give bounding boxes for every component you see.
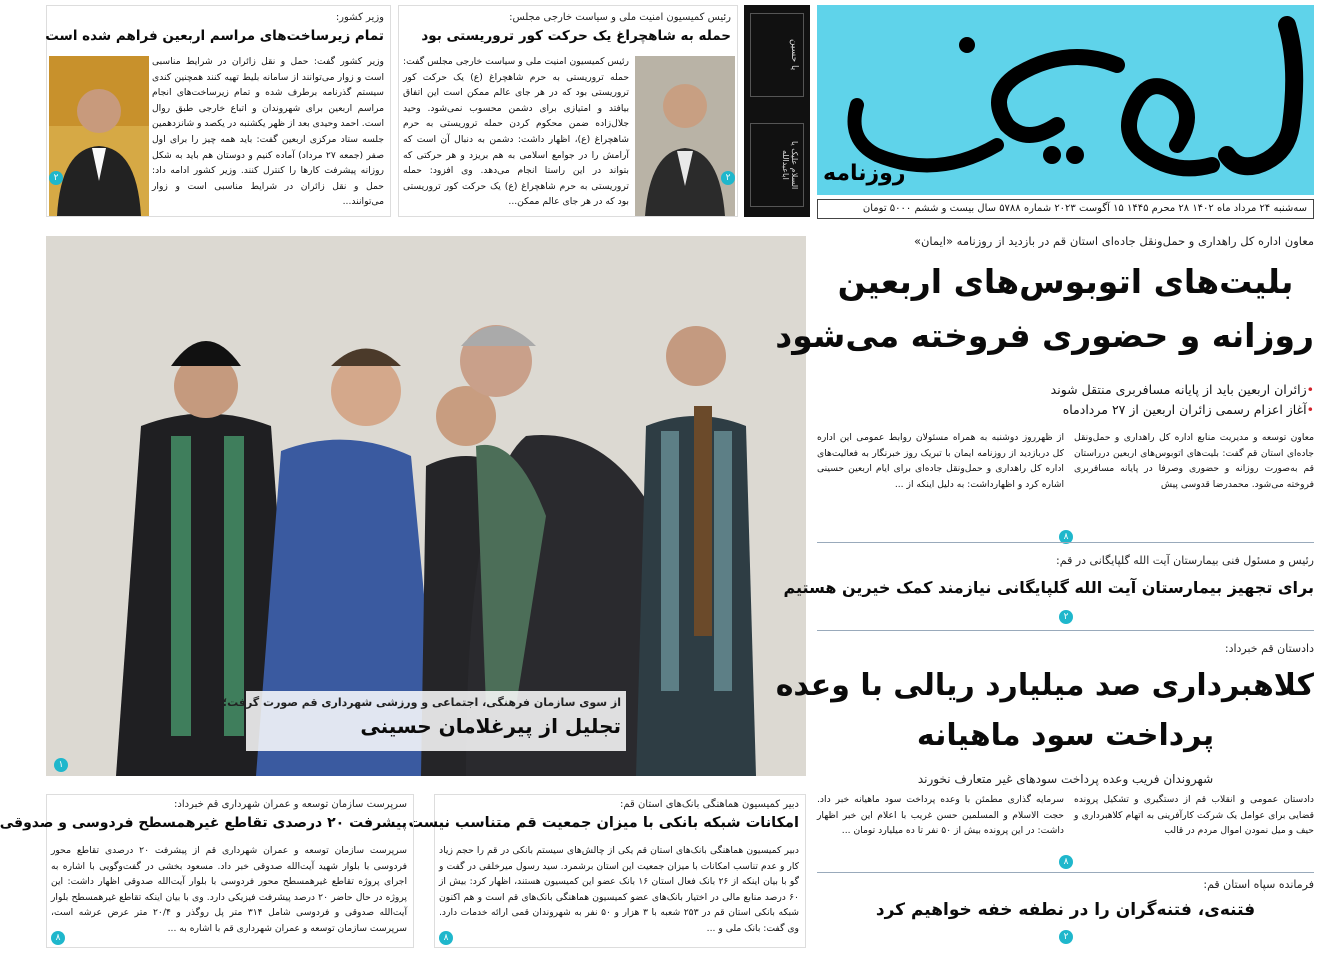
person-photo-icon (49, 56, 149, 216)
person-photo-icon (635, 56, 735, 216)
main-photo[interactable] (46, 236, 806, 776)
lead-headline-1[interactable]: بلیت‌های اتوبوس‌های اربعین (837, 262, 1294, 301)
story-headline[interactable]: برای تجهیز بیمارستان آیت الله گلپایگانی نیازمند کمک خیرین هستیم (783, 578, 1314, 597)
lead-story[interactable] (775, 224, 1314, 544)
story-headline[interactable]: تمام زیرساخت‌های مراسم اربعین فراهم شده است (45, 28, 384, 44)
story-kicker: رئیس و مسئول فنی بیمارستان آیت الله گلپایگانی در قم: (1056, 554, 1314, 567)
story-headline[interactable]: فتنه‌ی، فتنه‌گران را در نطفه خفه خواهیم کرد (875, 900, 1256, 920)
story-kicker: دادستان قم خبرداد: (1224, 642, 1314, 655)
masthead-sublabel: روزنامه (823, 161, 906, 186)
page-ref-badge: ۱ (54, 758, 68, 772)
lead-bullet-1: •زائران اربعین باید از پایانه مسافربری منتقل شوند (1050, 382, 1314, 397)
story-kicker: دبیر کمیسیون هماهنگی بانک‌های استان قم: (619, 799, 799, 810)
story-kicker: وزیر کشور: (335, 12, 384, 23)
story-headline[interactable]: حمله به شاهچراغ یک حرکت کور تروریستی بود (421, 28, 731, 44)
lead-body-left: از ظهرروز دوشنبه به همراه مسئولان روابط عمومی این اداره کل دربازدید از روزنامه ایمان با تبریک روز خبرنگار به فعالیت‌های اداره کل راهداری و حمل‌ونقل جاده‌ای برای ایام اربعین حسینی اشاره کرد و اظهارداشت: به دلیل اینکه از ... (817, 432, 1064, 490)
story-headline[interactable]: امکانات شبکه بانکی با میزان جمعیت قم متناسب نیست (408, 815, 799, 831)
story-deck: شهروندان فریب وعده پرداخت سودهای غیر متعارف نخورند (917, 772, 1214, 786)
story-body-right: دادستان عمومی و انقلاب قم از دستگیری و تشکیل پرونده قضایی برای عوامل یک شرکت کارآفرینی به اتهام کلاهبرداری و حیف و میل نمودن اموال مردم در قالب (1074, 794, 1314, 837)
page-ref-badge: ۸ (1059, 530, 1073, 544)
page-ref-badge: ۸ (51, 931, 65, 945)
page-ref-badge: ۸ (439, 931, 453, 945)
mourning-banner (744, 5, 810, 217)
story-body-left: سرمایه گذاری مطمئن با وعده پرداخت سود ماهیانه خبر داد. حجت الاسلام و المسلمین حسن غریب با اعلام این خبر اظهار داشت: در این پرونده بیش از ۵۰ نفر تا ده میلیارد تومان ... (817, 794, 1064, 837)
story-headline-2[interactable]: پرداخت سود ماهیانه (916, 718, 1215, 753)
date-line: سه‌شنبه ۲۴ مرداد ماه ۱۴۰۲ ۲۸ محرم ۱۴۴۵ ۱۵ آگوست ۲۰۲۳ شماره ۵۷۸۸ سال بیست و ششم ۵۰۰۰ تومان (817, 199, 1314, 219)
banner-text-bottom: السلام علیک یا اباعبدالله (750, 123, 804, 207)
story-body: دبیر کمیسیون هماهنگی بانک‌های استان قم یکی از چالش‌های سیستم بانکی در قم را حجم زیاد کار و عدم تناسب امکانات با میزان جمعیت این استان برشمرد. سید رسول میرخلقی در گفت و گو با بیان اینکه از ۲۶ بانک فعال استان ۱۶ بانک عضو این کمیسیون هستند، اظهار کرد: بیش از ۶۰ درصد منابع مالی در اختیار بانک‌های عضو کمیسیون هماهنگی بانک‌های قم است و هم اکنون شبکه بانکی استان قم در ۲۵۳ شعبه با ۳ هزار و ۵۰ نفر به شهروندان قمی ارائه خدمات دارد. وی گفت: بانک ملی و ... (439, 845, 800, 934)
story-photo (635, 56, 735, 216)
photo-headline[interactable]: تجلیل از پیرغلامان حسینی (360, 714, 621, 738)
page-ref-badge: ۲ (721, 171, 735, 185)
lead-bullet-2: •آغاز اعزام رسمی زائران اربعین از ۲۷ مردادماه (1062, 402, 1314, 417)
page-ref-badge: ۸ (1059, 855, 1073, 869)
story-kicker: فرمانده سپاه استان قم: (1203, 878, 1314, 891)
story-headline-1[interactable]: کلاهبرداری صد میلیارد ریالی با وعده (775, 668, 1314, 703)
page-ref-badge: ۲ (1059, 610, 1073, 624)
story-hospital[interactable] (783, 548, 1314, 628)
story-headline[interactable]: پیشرفت ۲۰ درصدی تقاطع غیرهمسطح فردوسی و صدوقی (0, 815, 407, 831)
photo-kicker: از سوی سازمان فرهنگی، اجتماعی و ورزشی شهرداری قم صورت گرفت؛ (222, 696, 621, 709)
lead-headline-2[interactable]: روزانه و حضوری فروخته می‌شود (775, 316, 1314, 355)
story-fraud[interactable] (775, 634, 1314, 870)
story-photo (49, 56, 149, 216)
lead-body-right: معاون توسعه و مدیریت منابع اداره کل راهداری و حمل‌ونقل جاده‌ای استان قم گفت: بلیت‌های اتوبوس‌های اربعین درراستان قم به‌صورت روزانه و حضوری وصرفا در پایانه مسافربری فروخته می‌شود. محمدرضا قدوسی پیش (1074, 432, 1314, 490)
page-ref-badge: ۲ (1059, 930, 1073, 944)
story-kicker: رئیس کمیسیون امنیت ملی و سیاست خارجی مجلس: (509, 12, 731, 23)
story-banks[interactable] (408, 794, 806, 948)
divider (817, 542, 1314, 543)
story-shahcheragh[interactable] (398, 5, 738, 217)
banner-text-top: یا حسین (750, 13, 804, 97)
divider (817, 630, 1314, 631)
lead-kicker: معاون اداره کل راهداری و حمل‌ونقل جاده‌ای استان قم در بازدید از روزنامه «ایمان» (913, 234, 1314, 248)
divider (817, 872, 1314, 873)
story-body: رئیس کمیسیون امنیت ملی و سیاست خارجی مجلس گفت: حمله تروریستی به حرم شاهچراغ (ع) یک حرکت کور تروریستی بود که در هر جای عالم ممکن است این اتفاق بیافتد و امتیازی برای دشمن محسوب نمی‌شود. وحید جلال‌زاده ضمن محکوم کردن حمله تروریستی به حرم شاهچراغ (ع)، اظهار داشت: دشمن به دنبال آن است که آرامش را در جوامع اسلامی به هم بریزد و هر حرکتی که بتواند در این راستا انجام می‌دهد. وی افزود: حمله تروریستی به حرم شاهچراغ (ع) یک حرکت کور تروریستی بود که در هر جای عالم ممکن... (403, 56, 629, 208)
story-kicker: سرپرست سازمان توسعه و عمران شهرداری قم خبرداد: (174, 799, 407, 810)
story-sepah[interactable] (817, 874, 1314, 948)
page-ref-badge: ۲ (49, 171, 63, 185)
story-body: وزیر کشور گفت: حمل و نقل زائران در شرایط مناسبی است و زوار می‌توانند از سامانه بلیط تهیه کنند همچنین کندی سیستم گذرنامه برطرف شده و تمام زیرساخت‌های انجام مراسم اربعین برای شهروندان و اتباع خارجی طبق روال است. احمد وحیدی بعد از ظهر یکشنبه در یکصد و شانزدهمین جلسه ستاد مرکزی اربعین گفت: باید همه چیز را برای اول صفر (جمعه ۲۷ مرداد) آماده کنیم و دوستان هم باید به شکل روزانه پیشرفت کارها را کنترل کنند. وزیر کشور ادامه داد: حمل و نقل زائران در شرایط مناسبی است و زوار می‌توانند... (152, 56, 384, 208)
story-bridge[interactable] (0, 794, 414, 948)
story-body: سرپرست سازمان توسعه و عمران شهرداری قم از پیشرفت ۲۰ درصدی تقاطع محور فردوسی با بلوار شهید آیت‌الله صدوقی خبر داد. مسعود بخشی در گفت‌وگویی با اشاره به اجرای پروژه تقاطع غیرهمسطح محور فردوسی با بلوار آیت‌الله صدوقی اظهار داشت: این پروژه در حال حاضر ۲۰ درصد پیشرفت فیزیکی دارد. وی با بیان اینکه تقاطع غیرهمسطح بلوار آیت‌الله صدوقی و فردوسی شامل ۳۱۴ متر پل روگذر و ۲۰/۴ متر عرض عرشه است، سرپرست سازمان توسعه و عمران شهرداری قم با اشاره به ... (51, 845, 407, 934)
story-arbaeen-infrastructure[interactable] (46, 5, 391, 217)
masthead (817, 5, 1314, 195)
